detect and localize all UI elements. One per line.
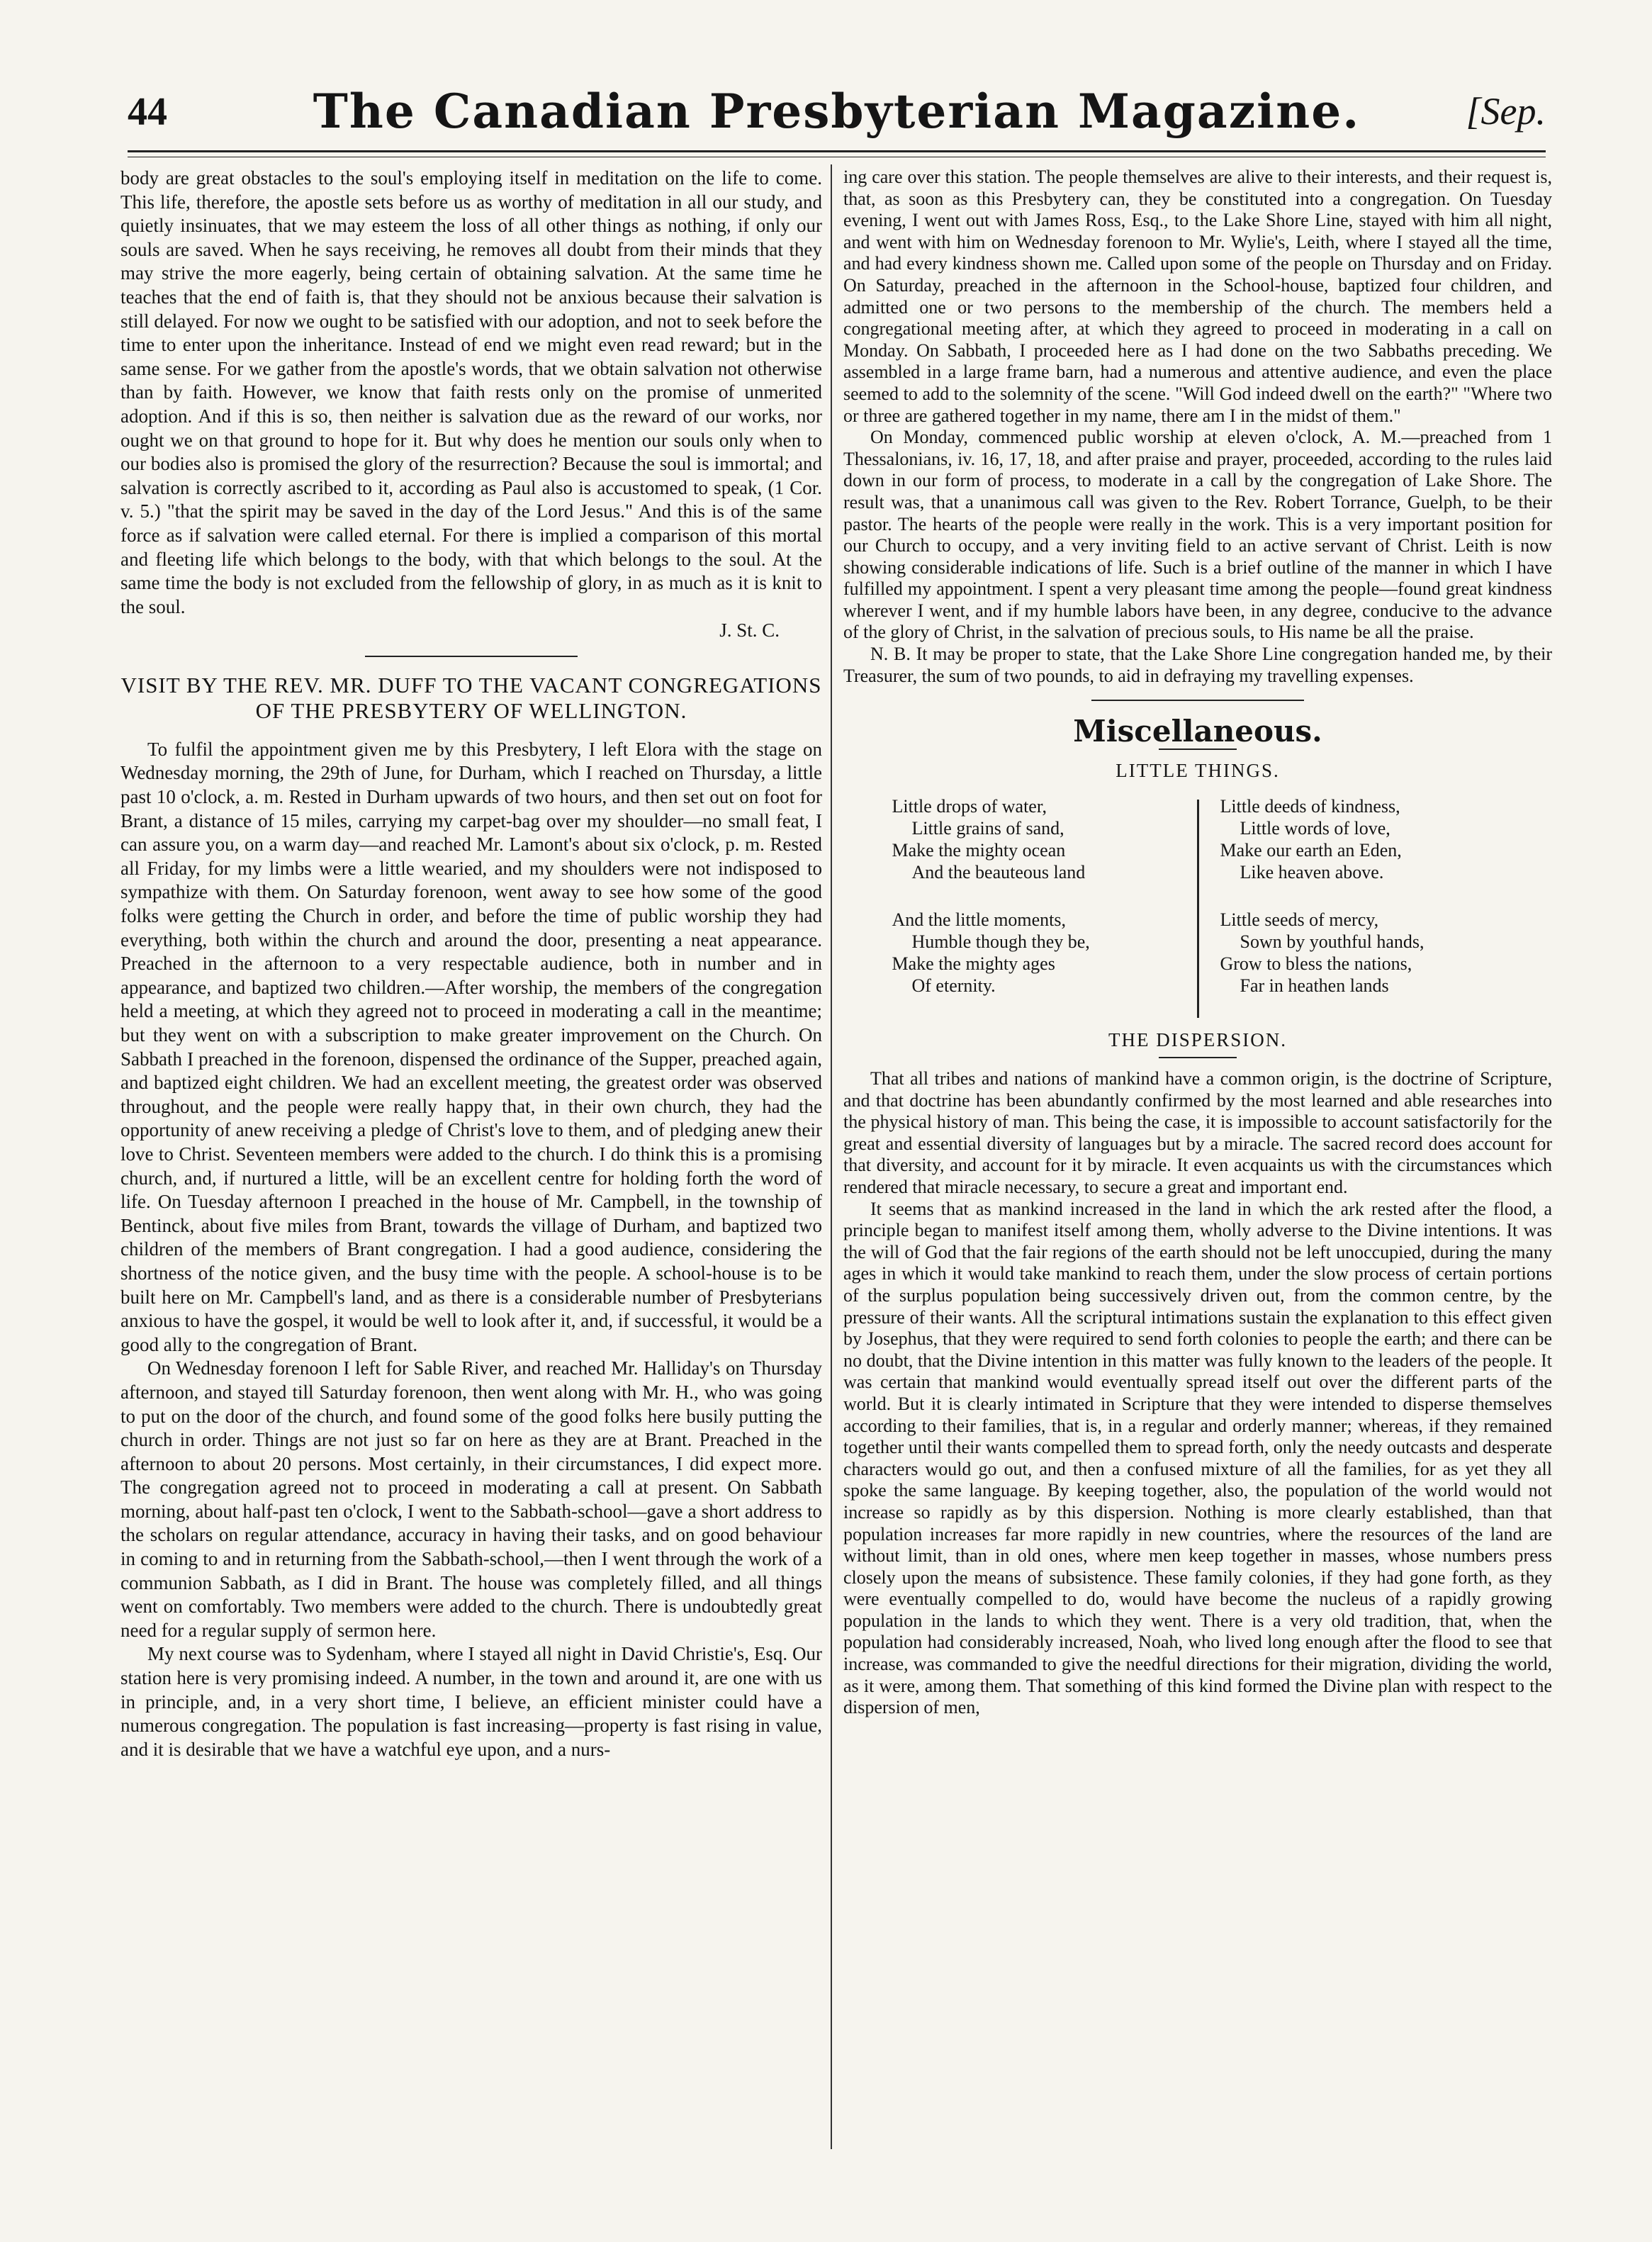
header-rule	[128, 150, 1546, 157]
poem-line: Little drops of water,	[892, 796, 1047, 817]
poem-line: Little deeds of kindness,	[1220, 796, 1400, 817]
masthead-title: The Canadian Presbyterian Magazine.	[313, 84, 1361, 139]
column-divider	[831, 164, 832, 2149]
page-number: 44	[128, 90, 167, 134]
paragraph: On Monday, commenced public worship at eleven o'clock, A. M.—preached from 1 Thessalonians, iv. 16, 17, 18, and after praise and prayer, proceeded, according to the rules laid down in our form of process, to moderate in a call by the congregation of Lake Shore. The result was, that a unanimous call was given to the Rev. Robert Torrance, Guelph, to be their pastor. The hearts of the people were really in the work. This is a very important position for our Church to occupy, and a very inviting field to an active servant of Christ. Leith is now showing considerable indications of life. Such is a brief outline of the manner in which I have fulfilled my appointment. I spent a very pleasant time among the people—found great kindness wherever I went, and if my humble labors have been, in any degree, conducive to the advance of the glory of Christ, in the salvation of precious souls, to His name be all the praise.	[843, 427, 1552, 643]
paragraph: My next course was to Sydenham, where I stayed all night in David Christie's, Esq. Our station here is very promising indeed. A number, in the town and around it, are one with us in principle, and, in a very short time, I believe, an efficient minister could have a numerous congregation. The population is fast increasing—property is fast rising in value, and it is desirable that we have a watchful eye upon, and a nurs-	[120, 1643, 822, 1760]
paragraph: To fulfil the appointment given me by this Presbytery, I left Elora with the stage on Wednesday morning, the 29th of June, for Durham, which I reached on Thursday, a little past 10 o'clock, a. m. Rested in Durham upwards of two hours, and then set out on foot for Brant, a distance of 15 miles, carrying my carpet-bag over my shoulder—no small feat, I can assure you, on a warm day—and reached Mr. Lamont's about six o'clock, p. m. Rested all Friday, for my limbs were a little wearied, and my shoulders were not indisposed to sympathize with them. On Saturday forenoon, went away to see how some of the good folks were getting the Church in order, and before the time of public worship they had everything, both within the church and around the door, presenting a neat appearance. Preached in the afternoon to a very respectable audience, both in number and in appearance, and baptized two children.—After worship, the members of the congregation held a meeting, at which they agreed not to proceed in moderating a call in the meantime; but they went on with a subscription to make greater improvement on the Church. On Sabbath I preached in the forenoon, dispensed the ordinance of the Supper, preached again, and baptized eight children. We had an excellent meeting, the greatest order was observed throughout, and the people were really happy that, in their own church, they had the opportunity of anew receiving a pledge of Christ's love to them, and of pledging anew their love to Christ. Seventeen members were added to the church. I do think this is a promising church, and, if nurtured a little, will be an excellent centre for holding forth the word of life. On Tuesday afternoon I preached in the house of Mr. Campbell, in the township of Bentinck, about five miles from Brant, towards the village of Durham, and baptized two children of the members of Brant congregation. I had a good audience, considering the shortness of the notice given, and the busy time with the people. A school-house is to be built here on Mr. Campbell's land, and as there is a considerable number of Presbyterians anxious to have the gospel, it would be well to look after it, and, if successful, it would be a good ally to the congregation of Brant.	[120, 738, 822, 1355]
title-divider	[1159, 1057, 1237, 1058]
poem-line: Make our earth an Eden,	[1220, 840, 1402, 861]
poem-stanza	[892, 909, 1176, 997]
poem-line: Of eternity.	[911, 975, 996, 997]
left-column	[120, 167, 822, 1761]
article-title-dispersion: THE DISPERSION.	[1108, 1029, 1287, 1051]
issue-month: [Sep.	[1466, 90, 1546, 133]
right-column	[843, 167, 1552, 1719]
poem-line: Like heaven above.	[1240, 862, 1384, 883]
paragraph: On Wednesday forenoon I left for Sable River, and reached Mr. Halliday's on Thursday afternoon, and stayed till Saturday forenoon, then went along with Mr. H., who was going to put on the door of the church, and found some of the good folks here busily putting the church in order. Things are not just so far on here as they are at Brant. Preached in the afternoon to about 20 persons. Most certainly, in their circumstances, I did expect more. The congregation agreed not to proceed in moderating a call at present. On Sabbath morning, about half-past ten o'clock, I went to the Sabbath-school—gave a short address to the scholars on regular attendance, accuracy in having their tasks, and on good behaviour in coming to and in returning from the Sabbath-school,—then I went through the work of a communion Sabbath, as I did in Brant. The house was completely filled, and all things went on comfortably. Two members were added to the church. There is undoubtedly great need for a regular supply of sermon here.	[120, 1357, 822, 1641]
intro-paragraph: body are great obstacles to the soul's employing itself in meditation on the life to come. This life, therefore, the apostle sets before us as worthy of meditation in all our study, and quietly insinuates, that we may esteem the loss of all other things as nothing, if only our souls are saved. When he says receiving, he removes all doubt from their minds that they may strive the more eagerly, being certain of obtaining salvation. At the same time he teaches that the end of faith is, that they should not be anxious because their salvation is still delayed. For now we ought to be satisfied with our adoption, and not to seek before the time to enter upon the inheritance. Instead of end we might even read reward; but in the same sense. For we gather from the apostle's words, that we obtain salvation not otherwise than by faith. However, we know that faith rests only on the promise of unmerited adoption. And if this is so, then neither is salvation due as the reward of our works, nor ought we on that ground to hope for it. But why does he mention our souls only when to our bodies also is promised the glory of the resurrection? Because the soul is immortal; and salvation is correctly ascribed to it, according as Paul also is accustomed to speak, (1 Cor. v. 5.) "that the spirit may be saved in the day of the Lord Jesus." And this is of the same force as if salvation were called eternal. For there is implied a comparison of this mortal and fleeting life which belongs to the body, with that which belongs to the soul. At the same time the body is not excluded from the fellowship of glory, in as much as it is knit to the soul.	[120, 167, 822, 617]
poem-line: Little seeds of mercy,	[1220, 909, 1379, 931]
poem-line: Far in heathen lands	[1240, 975, 1389, 997]
poem-left-column	[871, 795, 1197, 1022]
section-divider	[1091, 700, 1304, 701]
paragraph: That all tribes and nations of mankind have a common origin, is the doctrine of Scripture, and that doctrine has been abundantly confirmed by the most learned and able researches into the physical history of man. This being the case, it is impossible to account satisfactorily for the great and essential diversity of languages but by a miracle. The sacred record does account for that diversity, and account for it by miracle. It even acquaints us with the circumstances which rendered that miracle necessary, to secure a great and important end.	[843, 1068, 1552, 1197]
poem-line: Little grains of sand,	[911, 818, 1064, 839]
paragraph: N. B. It may be proper to state, that the Lake Shore Line congregation handed me, by their Treasurer, the sum of two pounds, to aid in defraying my travelling expenses.	[843, 644, 1552, 686]
page-header	[128, 84, 1546, 147]
paragraph: It seems that as mankind increased in the land in which the ark rested after the flood, a principle began to manifest itself among them, wholly adverse to the Divine intentions. It was the will of God that the fair regions of the earth should not be left unoccupied, during the many ages in which it would take mankind to reach them, under the slow process of certain portions of the surplus population being successively driven out, from the common centre, by the pressure of their wants. All the scriptural intimations sustain the explanation to this effect given by Josephus, that they were required to send forth colonies to people the earth; and there can be no doubt, that the Divine intention in this matter was fully known to the leaders of the people. It was certain that mankind would eventually spread itself out over the different parts of the world. But it is clearly intimated in Scripture that they were intended to disperse themselves according to their families, that is, in a regular and orderly manner; whereas, if they remained together until their wants compelled them to spread forth, only the needy outcasts and desperate characters would go out, and then a confused mixture of all the families, for as yet they all spoke the same language. By keeping together, also, the population of the world would not increase so rapidly as by this dispersion. Nothing is more clearly established, than that population increases far more rapidly in new countries, where the resources of the land are without limit, than in old ones, where men keep together in masses, whose numbers press closely upon the means of subsistence. These family colonies, if they had gone forth, as they were eventually compelled to do, would have become the nucleus of a rapidly growing population in the lands to which they went. There is a very old tradition, that, when the population had considerably increased, Noah, who lived long enough after the flood to see that increase, was commanded to give the needful directions for their migration, dividing the world, as it were, among them. That something of this kind formed the Divine plan with respect to the dispersion of men,	[843, 1198, 1552, 1718]
signature: J. St. C.	[719, 620, 780, 641]
poem-title: LITTLE THINGS.	[1116, 759, 1280, 781]
poem-stanza	[892, 795, 1176, 883]
poem-right-column	[1199, 795, 1525, 1022]
poem-line: Little words of love,	[1240, 818, 1390, 839]
poem-line: Grow to bless the nations,	[1220, 953, 1412, 975]
poem	[843, 795, 1552, 1022]
title-divider	[1159, 749, 1237, 750]
paragraph: ing care over this station. The people themselves are alive to their interests, and their request is, that, as soon as this Presbytery can, they be constituted into a congregation. On Tuesday evening, I went out with James Ross, Esq., to the Lake Shore Line, stayed with him all night, and went with him on Wednesday forenoon to Mr. Wylie's, Leith, where I stayed all the time, and had every kindness shown me. Called upon some of the people on Thursday and on Friday. On Saturday, preached in the afternoon in the School-house, baptized four children, and admitted one or two persons to the membership of the church. The members held a congregational meeting after, at which they agreed to proceed in moderating in a call on Monday. On Sabbath, I proceeded here as I had done on the two Sabbaths preceding. We assembled in a large frame barn, had a numerous and attentive audience, and even the place seemed to add to the solemnity of the scene. "Will God indeed dwell on the earth?" "Where two or three are gathered together in my name, there am I in the midst of them."	[843, 167, 1552, 426]
poem-line: Humble though they be,	[911, 931, 1090, 953]
article-title: VISIT BY THE REV. MR. DUFF TO THE VACANT CONGREGATIONS OF THE PRESBYTERY OF WELLINGTON.	[120, 672, 822, 723]
section-divider	[365, 656, 578, 657]
poem-stanza	[1220, 909, 1504, 997]
poem-line: And the little moments,	[892, 909, 1067, 931]
section-title-miscellaneous: Miscellaneous.	[1073, 714, 1322, 749]
poem-stanza	[1220, 795, 1504, 883]
poem-line: And the beauteous land	[911, 862, 1086, 883]
poem-line: Sown by youthful hands,	[1240, 931, 1425, 953]
poem-line: Make the mighty ages	[892, 953, 1055, 975]
poem-line: Make the mighty ocean	[892, 840, 1066, 861]
